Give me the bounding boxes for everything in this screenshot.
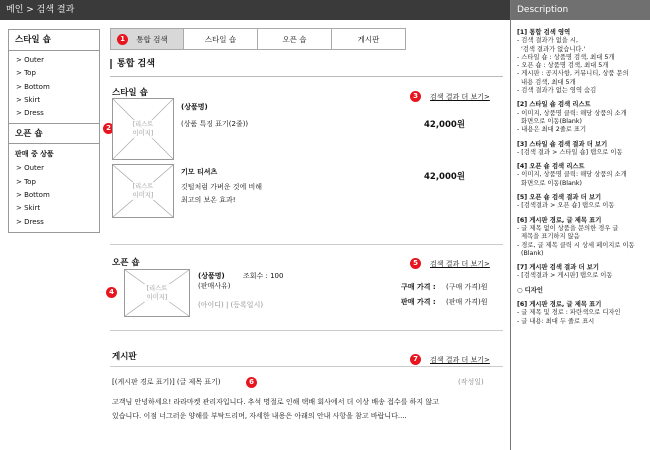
style-shop-more-link[interactable]: 검색 결과 더 보기>	[430, 93, 490, 101]
description-line: - [검색 결과 > 스타일 숍] 탭으로 이동	[517, 148, 623, 156]
image-placeholder-label: [리스트 이미지]	[125, 284, 189, 302]
description-line: - 글 제목 및 경로 : 파란색으로 디자인	[517, 309, 621, 317]
sidebar-item[interactable]: > Bottom	[16, 191, 50, 200]
description-line: (Blank)	[517, 249, 544, 257]
description-line: - 스타일 숍 : 상품명 검색, 최대 5개	[517, 53, 615, 61]
board-path-title[interactable]: [(게시판 경로 표기)] (글 제목 표기)	[112, 378, 221, 386]
style-item-2-name[interactable]: 기모 티셔츠	[181, 168, 218, 176]
description-line: - 글 내용: 최대 두 줄로 표시	[517, 317, 595, 325]
badge-6: 6	[246, 377, 257, 388]
description-section	[517, 287, 650, 295]
board-body-line-1: 고객님 안녕하세요! 라라마켓 관리자입니다. 추석 명절로 인해 택배 회사에서 더 이상 배송 접수를 하지 않고	[112, 398, 439, 406]
tab-integrated[interactable]	[110, 28, 184, 50]
tab-board[interactable]: 게시판	[332, 28, 406, 50]
sidebar-open-shop-subtitle: 판매 중 상품	[15, 150, 54, 159]
open-shop-title: 오픈 숍	[112, 258, 140, 268]
description-section	[517, 29, 650, 95]
description-section-title: [2] 스타일 숍 검색 리스트	[517, 101, 591, 109]
open-item-meta: (아이디) | (등록일시)	[198, 301, 264, 309]
open-item-buy-value: (구매 가격)원	[446, 283, 488, 291]
board-post-date: (작성일)	[458, 378, 484, 386]
description-line: - 경로, 글 제목 클릭 시 상세 페이지로 이동	[517, 241, 635, 249]
description-line: - [검색결과 > 게시판] 탭으로 이동	[517, 272, 613, 280]
sidebar-open-shop-list	[9, 159, 99, 231]
description-line: - 검색 결과가 없는 영역 숨김	[517, 87, 597, 95]
description-panel	[510, 0, 650, 450]
sidebar-item[interactable]: > Bottom	[16, 82, 50, 91]
board-title: 게시판	[112, 352, 137, 362]
board-body-line-2: 있습니다. 이점 너그러운 양해를 부탁드리며, 자세한 내용은 아래의 안내 사항을 참고 바랍니다....	[112, 412, 407, 420]
description-section-title: [7] 게시판 검색 결과 더 보기	[517, 264, 599, 272]
style-item-1-name[interactable]: (상품명)	[181, 103, 208, 111]
description-section	[517, 301, 650, 326]
open-item-name[interactable]: (상품명)	[198, 272, 225, 280]
description-line: - 게시판 : 공지사항, 커뮤니티, 상품 문의	[517, 70, 629, 78]
description-line: - 글 제목 없이 상품을 문의한 경우 글	[517, 224, 619, 232]
sidebar	[8, 29, 100, 233]
badge-5: 5	[410, 258, 421, 269]
description-section	[517, 163, 650, 188]
description-section-title: [3] 스타일 숍 검색 결과 더 보기	[517, 140, 608, 148]
sidebar-item[interactable]: > Skirt	[16, 204, 41, 213]
description-line: 화면으로 이동(Blank)	[517, 117, 582, 125]
badge-7: 7	[410, 354, 421, 365]
open-item-sell-value: (판매 가격)원	[446, 298, 488, 306]
description-line: 제목을 표기하지 않음	[517, 233, 580, 241]
badge-3: 3	[410, 91, 421, 102]
sidebar-style-shop	[8, 29, 100, 233]
badge-4: 4	[106, 287, 117, 298]
description-section-title: [1] 통합 검색 영역	[517, 29, 571, 36]
style-item-2-desc-2: 최고의 보온 효과!	[181, 196, 236, 204]
style-item-1-price: 42,000원	[424, 120, 466, 130]
description-line: '검색 결과가 없습니다.'	[517, 45, 586, 53]
open-item-reason: (판매사유)	[198, 282, 231, 290]
style-item-1-image[interactable]	[112, 98, 174, 160]
divider	[110, 330, 503, 331]
description-section-title: [6] 게시판 경로, 글 제목 표기	[517, 216, 602, 224]
sidebar-style-shop-title[interactable]: 스타일 숍	[9, 30, 99, 51]
description-section	[517, 264, 650, 281]
description-section	[517, 141, 650, 158]
tab-open-shop[interactable]: 오픈 숍	[258, 28, 332, 50]
sidebar-item[interactable]: > Dress	[16, 217, 44, 226]
description-section-title: [4] 오픈 숍 검색 리스트	[517, 163, 585, 171]
page-title: 통합 검색	[110, 57, 503, 77]
description-section-title: [6] 게시판 경로, 글 제목 표기	[517, 301, 602, 309]
divider	[110, 244, 503, 245]
image-placeholder-label: [리스트 이미지]	[113, 182, 173, 200]
description-line: 내용 검색, 최대 5개	[517, 78, 576, 86]
badge-2: 2	[103, 123, 114, 134]
divider	[110, 366, 503, 367]
badge-1: 1	[117, 34, 128, 45]
description-line: - [검색결과 > 오픈 숍] 탭으로 이동	[517, 202, 615, 210]
description-section	[517, 217, 650, 258]
description-line: - 내용은 최대 2줄로 표기	[517, 126, 587, 134]
tab-label: 통합 검색	[136, 35, 168, 44]
description-title: Description	[511, 0, 650, 20]
breadcrumb: 메인 > 검색 결과	[0, 0, 510, 20]
description-line: - 이미지, 상품명 클릭: 해당 상품의 소개	[517, 109, 627, 117]
sidebar-style-shop-list	[9, 51, 99, 123]
style-item-2-desc-1: 깃털처럼 가벼운 것에 비해	[181, 183, 263, 191]
description-section-title: [5] 오픈 숍 검색 결과 더 보기	[517, 194, 602, 202]
open-item-sell-label: 판매 가격 :	[401, 298, 436, 306]
open-item-image[interactable]	[124, 269, 190, 317]
description-section	[517, 101, 650, 134]
sidebar-item[interactable]: > Skirt	[16, 95, 41, 104]
sidebar-open-shop-title[interactable]: 오픈 숍	[9, 123, 99, 144]
search-tabs	[110, 28, 406, 50]
description-line: 화면으로 이동(Blank)	[517, 179, 582, 187]
sidebar-item[interactable]: > Top	[16, 69, 36, 78]
description-line: - 오픈 숍 : 상품명 검색, 최대 5개	[517, 62, 609, 70]
style-item-2-image[interactable]	[112, 164, 174, 218]
board-more-link[interactable]: 검색 결과 더 보기>	[430, 356, 490, 364]
description-section-title: ○ 디자인	[517, 286, 543, 294]
image-placeholder-label: [리스트 이미지]	[113, 120, 173, 138]
description-line: - 검색 결과가 없을 시,	[517, 37, 578, 45]
style-item-1-desc: (상품 특징 표기(2줄))	[181, 120, 249, 128]
sidebar-item[interactable]: > Dress	[16, 109, 44, 118]
description-line: - 이미지, 상품명 클릭: 해당 상품의 소개	[517, 171, 627, 179]
style-item-2-price: 42,000원	[424, 172, 466, 182]
open-shop-more-link[interactable]: 검색 결과 더 보기>	[430, 260, 490, 268]
tab-style-shop[interactable]: 스타일 숍	[184, 28, 258, 50]
sidebar-item[interactable]: > Top	[16, 177, 36, 186]
open-item-views: 조회수 : 100	[243, 272, 284, 280]
style-shop-title: 스타일 숍	[112, 88, 148, 98]
open-item-buy-label: 구매 가격 :	[401, 283, 436, 291]
sidebar-item[interactable]: > Outer	[16, 164, 44, 173]
sidebar-item[interactable]: > Outer	[16, 56, 44, 64]
description-section	[517, 194, 650, 211]
description-body	[511, 20, 650, 326]
